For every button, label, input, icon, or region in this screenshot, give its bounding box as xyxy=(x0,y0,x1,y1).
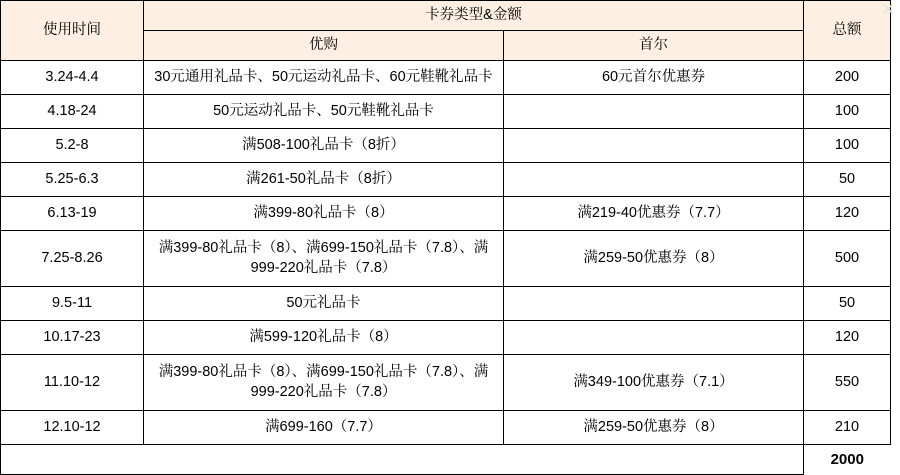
table-row xyxy=(1,231,891,287)
cell-yougou: 50元运动礼品卡、50元鞋靴礼品卡 xyxy=(144,95,504,129)
table-footer-row xyxy=(1,445,891,475)
cell-seoul xyxy=(504,287,804,321)
header-use-time: 使用时间 xyxy=(1,1,144,61)
cell-total: 210 xyxy=(804,411,891,445)
cell-seoul: 满219-40优惠券（7.7） xyxy=(504,197,804,231)
cell-time: 4.18-24 xyxy=(1,95,144,129)
footer-empty-cell xyxy=(1,445,804,475)
cell-seoul xyxy=(504,321,804,355)
cell-time: 5.25-6.3 xyxy=(1,163,144,197)
table-row xyxy=(1,355,891,411)
cell-time: 11.10-12 xyxy=(1,355,144,411)
header-total: 总额 xyxy=(804,1,891,61)
cell-time: 10.17-23 xyxy=(1,321,144,355)
cell-yougou: 满699-160（7.7） xyxy=(144,411,504,445)
cell-time: 7.25-8.26 xyxy=(1,231,144,287)
table-row xyxy=(1,321,891,355)
cell-seoul xyxy=(504,163,804,197)
cell-seoul: 满349-100优惠券（7.1） xyxy=(504,355,804,411)
table-row xyxy=(1,411,891,445)
table-row xyxy=(1,287,891,321)
cell-yougou: 满508-100礼品卡（8折） xyxy=(144,129,504,163)
table-row xyxy=(1,95,891,129)
cell-total: 50 xyxy=(804,163,891,197)
header-sub-yougou: 优购 xyxy=(144,31,504,61)
cell-seoul: 满259-50优惠券（8） xyxy=(504,231,804,287)
cell-seoul: 60元首尔优惠券 xyxy=(504,61,804,95)
cell-yougou: 满261-50礼品卡（8折） xyxy=(144,163,504,197)
cell-total: 500 xyxy=(804,231,891,287)
cell-total: 120 xyxy=(804,197,891,231)
cell-total: 100 xyxy=(804,95,891,129)
cell-total: 100 xyxy=(804,129,891,163)
table-row xyxy=(1,197,891,231)
header-sub-seoul: 首尔 xyxy=(504,31,804,61)
cell-seoul xyxy=(504,95,804,129)
table-row xyxy=(1,61,891,95)
cell-total: 50 xyxy=(804,287,891,321)
grand-total-value: 2000 xyxy=(830,450,864,468)
cell-time: 12.10-12 xyxy=(1,411,144,445)
cell-time: 5.2-8 xyxy=(1,129,144,163)
close-icon[interactable]: ✕ xyxy=(880,0,896,19)
table-header-row-1 xyxy=(1,1,891,31)
cell-yougou: 满399-80礼品卡（8） xyxy=(144,197,504,231)
table-row xyxy=(1,129,891,163)
cell-time: 6.13-19 xyxy=(1,197,144,231)
cell-total: 200 xyxy=(804,61,891,95)
table-row xyxy=(1,163,891,197)
cell-yougou: 满399-80礼品卡（8）、满699-150礼品卡（7.8）、满999-220礼品卡（7.8） xyxy=(144,231,504,287)
cell-yougou: 30元通用礼品卡、50元运动礼品卡、60元鞋靴礼品卡 xyxy=(144,61,504,95)
cell-total: 120 xyxy=(804,321,891,355)
cell-yougou: 满399-80礼品卡（8）、满699-150礼品卡（7.8）、满999-220礼品卡（7.8） xyxy=(144,355,504,411)
cell-yougou: 满599-120礼品卡（8） xyxy=(144,321,504,355)
header-card-type-amount: 卡券类型&金额 xyxy=(144,1,804,31)
cell-seoul: 满259-50优惠券（8） xyxy=(504,411,804,445)
cell-seoul xyxy=(504,129,804,163)
cell-yougou: 50元礼品卡 xyxy=(144,287,504,321)
cell-total: 550 xyxy=(804,355,891,411)
cell-time: 9.5-11 xyxy=(1,287,144,321)
cell-time: 3.24-4.4 xyxy=(1,61,144,95)
